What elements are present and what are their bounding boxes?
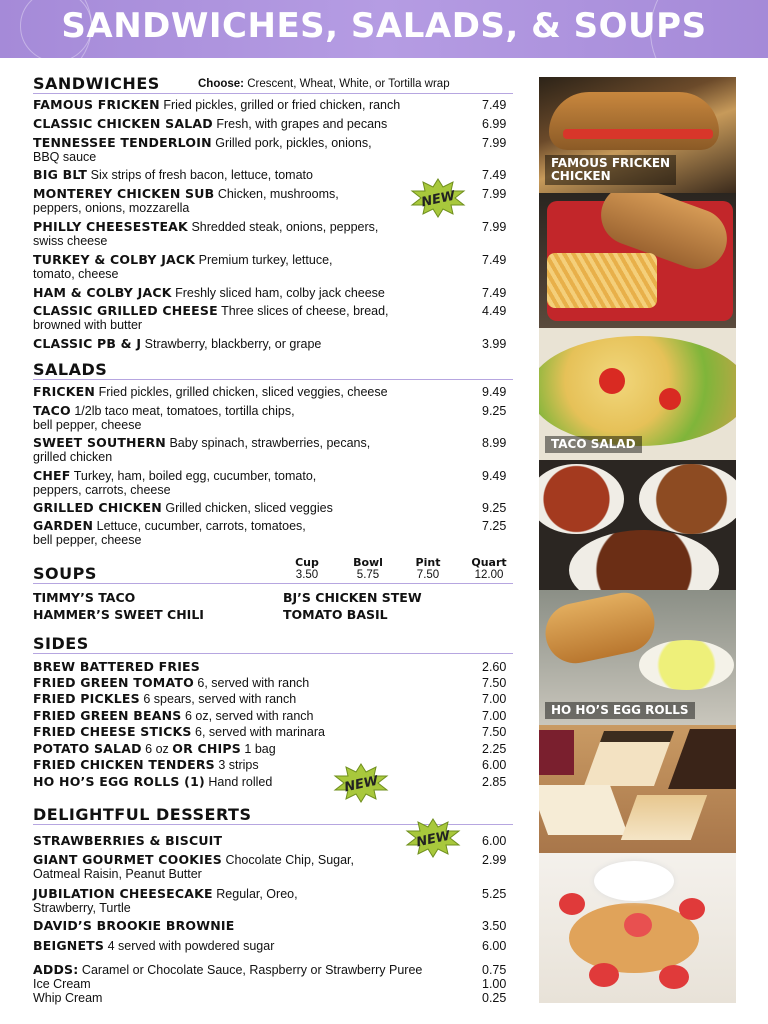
item-name: TURKEY & COLBY JACK [33,252,196,267]
philly-cheesesteak-photo [539,193,736,328]
item-price: 7.99 [482,220,507,234]
item-name: FRIED CHEESE STICKS [33,724,192,739]
item-price: 2.99 [482,853,507,867]
item-price: 1.00 [482,977,507,991]
item-price: 7.50 [482,725,507,739]
item-price: 2.85 [482,775,507,789]
item-desc-line2: peppers, onions, mozzarella [33,201,190,215]
new-badge-text: NEW [343,773,380,796]
item-price: 7.49 [482,253,507,267]
item-desc: 6 oz [145,742,169,756]
item-price: 2.25 [482,742,507,756]
soup-bowl-shape [539,464,624,534]
item-desc: Regular, Oreo, [216,887,298,901]
soup-bowl-shape [569,530,719,590]
menu-item-famous-fricken [33,98,438,112]
strawberry-shape [679,898,705,920]
item-price: 9.25 [482,501,507,515]
item-name: MONTEREY CHICKEN SUB [33,186,215,201]
item-desc: Baby spinach, strawberries, pecans, [169,436,371,450]
menu-item-sweet-southern [33,436,438,464]
item-name: SWEET SOUTHERN [33,435,166,450]
adds-line [33,963,422,977]
new-starburst-icon [410,178,466,218]
item-desc: Fried pickles, grilled or fried chicken, ranch [163,98,401,112]
soup-size-price: 7.50 [416,569,440,581]
adds-label: ADDS: [33,962,79,977]
item-price: 7.49 [482,98,507,112]
menu-item-beignets [33,939,438,953]
fricken-sandwich-photo [539,77,736,193]
item-desc-line2: tomato, cheese [33,267,119,281]
item-name: HAM & COLBY JACK [33,285,172,300]
soup-size-label: Pint [415,556,441,569]
item-desc-line2: bell pepper, cheese [33,533,142,547]
menu-item-big-blt [33,168,438,182]
item-price: 0.75 [482,963,507,977]
item-price: 7.50 [482,676,507,690]
item-desc: Premium turkey, lettuce, [198,253,333,267]
taco-salad-photo [539,328,736,460]
item-price: 6.00 [482,758,507,772]
menu-item-fried-pickles [33,692,438,706]
item-price: 2.60 [482,660,507,674]
item-price: 6.00 [482,939,507,953]
menu-item-grilled-chicken-salad [33,501,438,515]
soup-item: TIMMY’S TACO [33,590,136,605]
menu-item-davids-brookie-brownie [33,919,438,933]
item-price: 7.49 [482,168,507,182]
new-badge [333,763,389,803]
item-price: 7.25 [482,519,507,533]
item-desc: 4 served with powdered sugar [107,939,275,953]
section-title: SALADS [33,360,108,379]
item-desc: Freshly sliced ham, colby jack cheese [175,286,385,300]
soup-size-pint [406,556,450,582]
new-badge-text: NEW [420,188,457,211]
menu-item-fried-green-beans [33,709,438,723]
item-name: CLASSIC GRILLED CHEESE [33,303,218,318]
item-desc-line2: Strawberry, Turtle [33,901,131,915]
soup-bowl-shape [639,464,736,534]
menu-item-potato-salad-or-chips [33,742,438,756]
section-heading-sides [33,635,513,654]
section-title: SANDWICHES [33,74,160,93]
item-desc: Fresh, with grapes and pecans [216,117,388,131]
menu-item-classic-pb-j [33,337,438,351]
item-desc-alt: 1 bag [244,742,276,756]
menu-item-chef-salad [33,469,438,497]
section-title: DELIGHTFUL DESSERTS [33,805,252,824]
item-price: 5.25 [482,887,507,901]
salad-bowl-shape [539,336,736,446]
item-name: FRIED GREEN TOMATO [33,675,194,690]
choose-text: Crescent, Wheat, White, or Tortilla wrap [247,78,450,90]
adds-text: Caramel or Chocolate Sauce, Raspberry or Strawberry Puree [81,963,423,977]
plain-slice-shape [539,785,628,835]
item-desc: Grilled chicken, sliced veggies [165,501,333,515]
menu-item-taco-salad [33,404,438,432]
item-price: 9.49 [482,385,507,399]
item-desc: Strawberry, blackberry, or grape [144,337,322,351]
adds-text: Ice Cream [33,977,91,991]
item-name: CHEF [33,468,71,483]
item-desc: Chicken, mushrooms, [217,187,339,201]
sandwich-bun-shape [549,92,719,150]
menu-item-garden-salad [33,519,438,547]
item-price: 0.25 [482,991,507,1005]
item-name: BIG BLT [33,167,88,182]
menu-item-brew-battered-fries [33,660,438,674]
new-starburst-icon [405,818,461,858]
strawberries-biscuit-photo [539,853,736,1003]
item-name: DAVID’S BROOKIE BROWNIE [33,918,235,933]
item-price: 7.99 [482,136,507,150]
menu-item-fricken-salad [33,385,438,399]
new-badge [410,178,466,218]
item-name: FRIED CHICKEN TENDERS [33,757,215,772]
item-desc: Shredded steak, onions, peppers, [191,220,379,234]
item-name: GARDEN [33,518,94,533]
section-heading-salads [33,361,513,380]
strawberry-shape [624,913,652,937]
menu-item-turkey-colby-jack [33,253,438,281]
strawberry-shape [559,893,585,915]
item-name: HO HO’S EGG ROLLS (1) [33,774,205,789]
bread-choice-note [198,75,450,93]
item-price: 3.50 [482,919,507,933]
chocolate-slice-shape [668,729,736,789]
soup-size-cup [285,556,329,582]
soup-item: HAMMER’S SWEET CHILI [33,607,204,622]
section-title: SOUPS [33,564,97,583]
strawberry-slice-shape [539,730,574,775]
item-name: GIANT GOURMET COOKIES [33,852,222,867]
item-desc-line2: Oatmeal Raisin, Peanut Butter [33,867,202,881]
menu-item-classic-grilled-cheese [33,304,438,332]
item-name: TACO [33,403,71,418]
item-desc: 6, served with ranch [197,676,310,690]
adds-text: Whip Cream [33,991,103,1005]
item-desc: 1/2lb taco meat, tomatoes, tortilla chips, [74,404,295,418]
item-desc: 6, served with marinara [195,725,325,739]
menu-item-tennessee-tenderloin [33,136,438,164]
item-desc-line2: BBQ sauce [33,150,97,164]
item-price: 7.99 [482,187,507,201]
photo-caption: HO HO’S EGG ROLLS [545,702,695,719]
item-desc-line2: peppers, carrots, cheese [33,483,171,497]
item-desc-line2: grilled chicken [33,450,113,464]
new-badge-text: NEW [415,828,452,851]
soup-size-price: 5.75 [356,569,380,581]
item-name: JUBILATION CHEESECAKE [33,886,213,901]
soup-item: BJ’S CHICKEN STEW [283,590,422,605]
item-name: CLASSIC PB & J [33,336,142,351]
item-name: BREW BATTERED FRIES [33,659,200,674]
item-name: PHILLY CHEESESTEAK [33,219,188,234]
item-price: 8.99 [482,436,507,450]
item-name: POTATO SALAD [33,741,142,756]
tomato-shape [659,388,681,410]
item-name: CLASSIC CHICKEN SALAD [33,116,213,131]
item-name: FRICKEN [33,384,96,399]
tomato-shape [599,368,625,394]
item-name: BEIGNETS [33,938,105,953]
item-price: 6.00 [482,834,507,848]
item-name: TENNESSEE TENDERLOIN [33,135,212,150]
menu-item-jubilation-cheesecake [33,887,438,915]
item-name: FAMOUS FRICKEN [33,97,160,112]
soup-size-bowl [346,556,390,582]
egg-rolls-photo [539,590,736,725]
item-desc: Six strips of fresh bacon, lettuce, tomato [90,168,313,182]
item-price: 7.00 [482,692,507,706]
item-desc: Lettuce, cucumber, carrots, tomatoes, [96,519,306,533]
menu-item-strawberries-biscuit [33,834,438,848]
photo-caption: FAMOUS FRICKEN CHICKEN [545,155,676,185]
photo-caption: TACO SALAD [545,436,642,453]
soup-size-label: Bowl [353,556,383,569]
section-heading-sandwiches [33,75,513,94]
item-desc: Turkey, ham, boiled egg, cucumber, tomato, [73,469,317,483]
section-title: SIDES [33,634,89,653]
choose-label: Choose: [198,78,244,90]
item-price: 4.49 [482,304,507,318]
whipped-cream-shape [594,861,674,901]
sauce-dish-shape [639,640,734,690]
soup-size-label: Cup [295,556,319,569]
soups-photo [539,460,736,590]
cheesecake-photo [539,725,736,853]
slice-shape [621,795,707,840]
item-price: 9.49 [482,469,507,483]
item-price: 7.00 [482,709,507,723]
item-desc-line2: swiss cheese [33,234,108,248]
adds-line [33,991,102,1005]
item-desc: 6 spears, served with ranch [143,692,297,706]
item-desc: Hand rolled [208,775,273,789]
soup-size-price: 3.50 [295,569,319,581]
soup-size-label: Quart [471,556,507,569]
item-name-alt: OR CHIPS [172,741,241,756]
item-price: 7.49 [482,286,507,300]
menu-item-fried-cheese-sticks [33,725,438,739]
tomato-slice-shape [563,129,713,139]
strawberry-shape [659,965,689,989]
menu-item-ham-colby-jack [33,286,438,300]
menu-column [33,0,523,1024]
item-desc-line2: bell pepper, cheese [33,418,142,432]
item-desc: 3 strips [218,758,259,772]
item-desc: Grilled pork, pickles, onions, [215,136,372,150]
menu-item-monterey-chicken-sub [33,187,438,215]
item-desc: Three slices of cheese, bread, [221,304,389,318]
item-desc: Fried pickles, grilled chicken, sliced veggies, cheese [98,385,388,399]
turtle-slice-shape [584,731,674,786]
item-desc: Chocolate Chip, Sugar, [225,853,354,867]
item-name: GRILLED CHICKEN [33,500,162,515]
soup-size-price: 12.00 [474,569,504,581]
item-price: 3.99 [482,337,507,351]
menu-item-fried-green-tomato [33,676,438,690]
fries-shape [547,253,657,308]
strawberry-shape [589,963,619,987]
item-name: FRIED GREEN BEANS [33,708,182,723]
item-price: 9.25 [482,404,507,418]
item-name: STRAWBERRIES & BISCUIT [33,833,223,848]
item-desc: 6 oz, served with ranch [184,709,314,723]
menu-item-classic-chicken-salad [33,117,438,131]
new-badge [405,818,461,858]
menu-item-giant-gourmet-cookies [33,853,438,881]
item-name: FRIED PICKLES [33,691,140,706]
item-price: 6.99 [482,117,507,131]
soup-size-quart [466,556,512,582]
adds-line [33,977,91,991]
page-title: SANDWICHES, SALADS, & SOUPS [61,6,707,46]
item-desc-line2: browned with butter [33,318,143,332]
soup-item: TOMATO BASIL [283,607,388,622]
new-starburst-icon [333,763,389,803]
menu-item-philly-cheesesteak [33,220,438,248]
